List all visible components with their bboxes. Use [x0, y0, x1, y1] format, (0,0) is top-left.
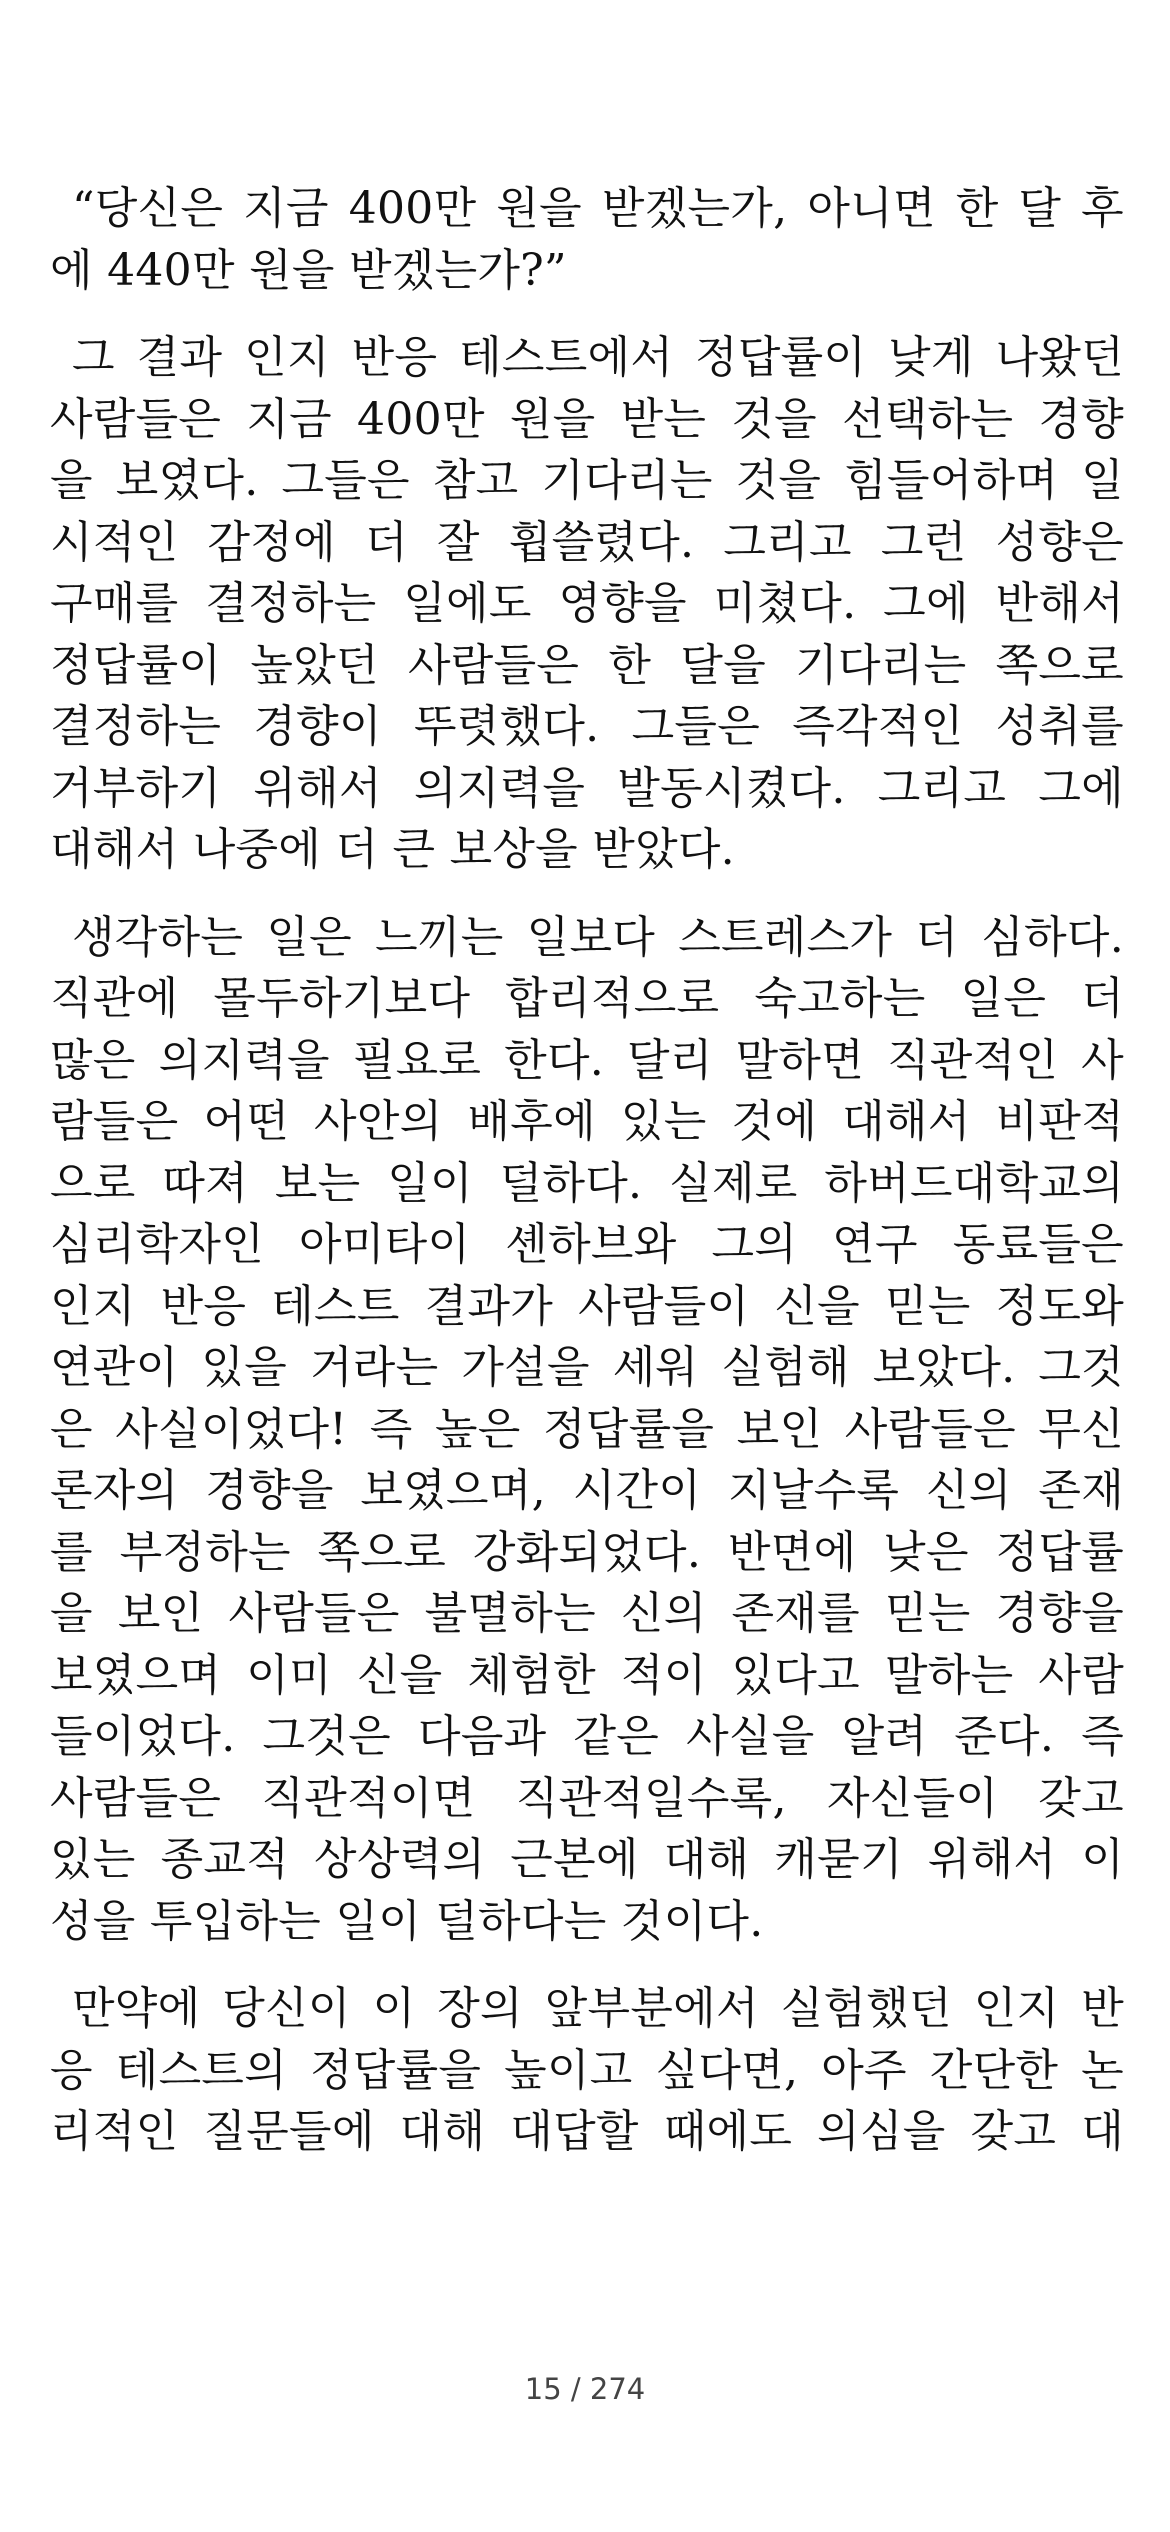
text-line: 보였으며 이미 신을 체험한 적이 있다고 말하는 사람: [50, 1649, 1124, 1701]
text-line: 를 부정하는 쪽으로 강화되었다. 반면에 낮은 정답률: [50, 1526, 1124, 1578]
text-line: 대해서 나중에 더 큰 보상을 받았다.: [50, 824, 735, 875]
text-line: 정답률이 높았던 사람들은 한 달을 기다리는 쪽으로: [50, 639, 1124, 691]
text-line: 생각하는 일은 느끼는 일보다 스트레스가 더 심하다.: [72, 911, 1124, 963]
text-line: 을 보인 사람들은 불멸하는 신의 존재를 믿는 경향을: [50, 1588, 1124, 1639]
text-line: 거부하기 위해서 의지력을 발동시켰다. 그리고 그에: [50, 762, 1124, 814]
text-line: 성을 투입하는 일이 덜하다는 것이다.: [50, 1895, 764, 1947]
text-line: 인지 반응 테스트 결과가 사람들이 신을 믿는 정도와: [50, 1280, 1124, 1332]
page-text: [50, 178, 1124, 2189]
text-line: 많은 의지력을 필요로 한다. 달리 말하면 직관적인 사: [50, 1034, 1124, 1086]
paragraph-2: [50, 327, 1124, 881]
text-line: 연관이 있을 거라는 가설을 세워 실험해 보았다. 그것: [50, 1342, 1124, 1393]
paragraph-1: [50, 178, 1124, 301]
text-line: 심리학자인 아미타이 셴하브와 그의 연구 동료들은: [50, 1219, 1124, 1270]
text-line: 은 사실이었다! 즉 높은 정답률을 보인 사람들은 무신: [50, 1403, 1124, 1455]
page-indicator: 15 / 274: [524, 2372, 646, 2406]
text-line: 직관에 몰두하기보다 합리적으로 숙고하는 일은 더: [50, 973, 1124, 1024]
paragraph-4: [50, 1978, 1124, 2163]
text-line: 그 결과 인지 반응 테스트에서 정답률이 낮게 나왔던: [72, 332, 1124, 383]
text-line: 있는 종교적 상상력의 근본에 대해 캐묻기 위해서 이: [50, 1834, 1124, 1885]
text-line: 론자의 경향을 보였으며, 시간이 지날수록 신의 존재: [50, 1465, 1124, 1516]
paragraph-3: [50, 907, 1124, 1953]
text-line: 으로 따져 보는 일이 덜하다. 실제로 하버드대학교의: [50, 1157, 1124, 1209]
text-line: 응 테스트의 정답률을 높이고 싶다면, 아주 간단한 논: [50, 2044, 1124, 2096]
text-line: “당신은 지금 400만 원을 받겠는가, 아니면 한 달 후: [72, 183, 1124, 234]
text-line: 결정하는 경향이 뚜렷했다. 그들은 즉각적인 성취를: [50, 701, 1124, 752]
text-line: 시적인 감정에 더 잘 휩쓸렸다. 그리고 그런 성향은: [50, 516, 1124, 568]
text-line: 만약에 당신이 이 장의 앞부분에서 실험했던 인지 반: [72, 1983, 1124, 2034]
text-line: 리적인 질문들에 대해 대답할 때에도 의심을 갖고 대: [50, 2106, 1124, 2157]
text-line: 사람들은 직관적이면 직관적일수록, 자신들이 갖고: [50, 1772, 1124, 1824]
text-line: 사람들은 지금 400만 원을 받는 것을 선택하는 경향: [50, 393, 1124, 445]
text-line: 에 440만 원을 받겠는가?”: [50, 244, 567, 296]
text-line: 구매를 결정하는 일에도 영향을 미쳤다. 그에 반해서: [50, 578, 1124, 629]
text-line: 을 보였다. 그들은 참고 기다리는 것을 힘들어하며 일: [50, 455, 1124, 506]
text-line: 들이었다. 그것은 다음과 같은 사실을 알려 준다. 즉: [50, 1711, 1124, 1762]
text-line: 람들은 어떤 사안의 배후에 있는 것에 대해서 비판적: [50, 1096, 1124, 1147]
